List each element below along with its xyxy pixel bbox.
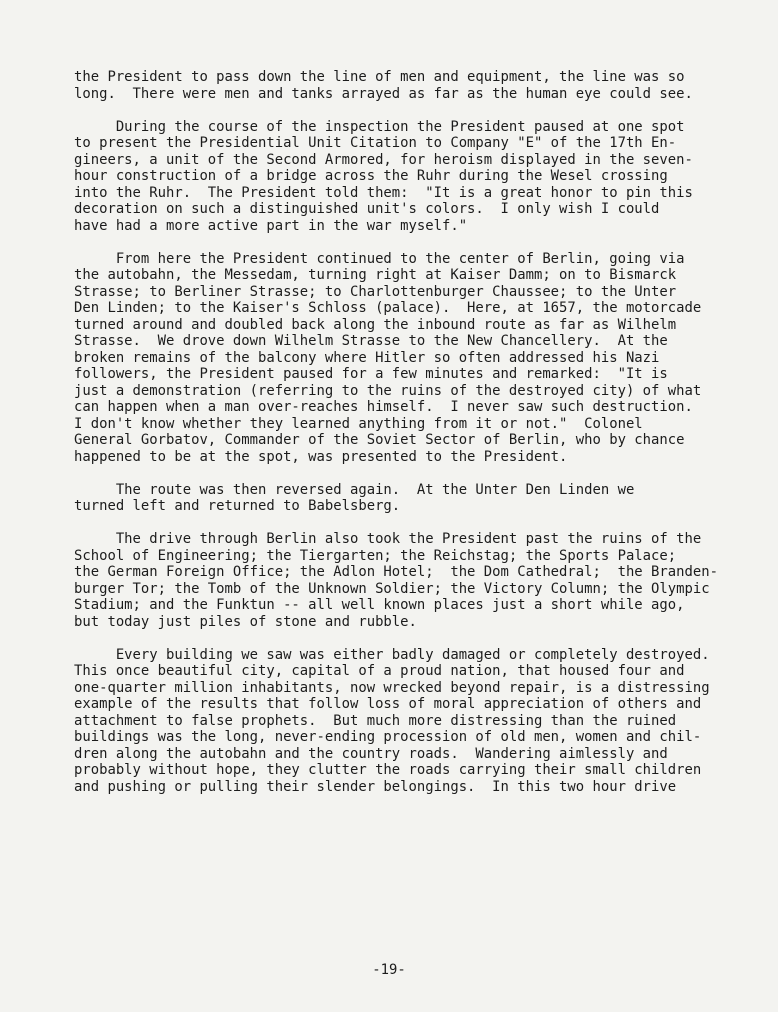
- text-line: attachment to false prophets. But much more distressing than the ruined: [74, 712, 677, 729]
- text-line: one-quarter million inhabitants, now wrecked beyond repair, is a distressing: [74, 679, 710, 696]
- text-line: into the Ruhr. The President told them: "It is a great honor to pin this: [74, 184, 693, 201]
- text-line: just a demonstration (referring to the ruins of the destroyed city) of what: [74, 382, 702, 399]
- text-line: gineers, a unit of the Second Armored, for heroism displayed in the seven-: [74, 151, 693, 168]
- text-line: the autobahn, the Messedam, turning right at Kaiser Damm; on to Bismarck: [74, 267, 677, 283]
- text-line: turned around and doubled back along the inbound route as far as Wilhelm: [74, 316, 677, 333]
- text-line: turned left and returned to Babelsberg.: [74, 498, 401, 514]
- text-line: General Gorbatov, Commander of the Soviet Sector of Berlin, who by chance: [74, 432, 685, 448]
- text-line: From here the President continued to the center of Berlin, going via: [74, 250, 685, 267]
- text-line: example of the results that follow loss of moral appreciation of others and: [74, 696, 702, 712]
- text-line: the President to pass down the line of men and equipment, the line was so: [74, 69, 685, 85]
- paragraph: [74, 119, 734, 235]
- text-line: Strasse; to Berliner Strasse; to Charlottenburger Chaussee; to the Unter: [74, 283, 677, 300]
- text-line: the German Foreign Office; the Adlon Hotel; the Dom Cathedral; the Branden-: [74, 564, 718, 580]
- text-line: probably without hope, they clutter the roads carrying their small children: [74, 762, 702, 778]
- text-line: can happen when a man over-reaches himself. I never saw such destruction.: [74, 399, 693, 415]
- body-text: [74, 69, 734, 795]
- text-line: hour construction of a bridge across the Ruhr during the Wesel crossing: [74, 168, 668, 184]
- paragraph: [74, 647, 734, 796]
- text-line: Den Linden; to the Kaiser's Schloss (palace). Here, at 1657, the motorcade: [74, 300, 702, 316]
- text-line: Stadium; and the Funktun -- all well known places just a short while ago,: [74, 597, 685, 613]
- text-line: have had a more active part in the war myself.": [74, 217, 468, 234]
- text-line: The drive through Berlin also took the President past the ruins of the: [74, 531, 702, 547]
- paragraph: [74, 531, 734, 630]
- text-line: long. There were men and tanks arrayed as far as the human eye could see.: [74, 85, 693, 102]
- text-line: I don't know whether they learned anything from it or not." Colonel: [74, 415, 643, 432]
- text-line: broken remains of the balcony where Hitler so often addressed his Nazi: [74, 349, 660, 366]
- paragraph: [74, 482, 734, 515]
- text-line: followers, the President paused for a few minutes and remarked: "It is: [74, 366, 668, 382]
- text-line: Every building we saw was either badly damaged or completely destroyed.: [74, 646, 710, 663]
- text-line: but today just piles of stone and rubble.: [74, 613, 417, 630]
- text-line: to present the Presidential Unit Citation to Company "E" of the 17th En-: [74, 135, 677, 151]
- paragraph: [74, 251, 734, 466]
- text-line: buildings was the long, never-ending procession of old men, women and chil-: [74, 729, 702, 745]
- text-line: Strasse. We drove down Wilhelm Strasse to the New Chancellery. At the: [74, 333, 668, 349]
- page-number: -19-: [372, 962, 406, 978]
- text-line: This once beautiful city, capital of a proud nation, that housed four and: [74, 663, 685, 679]
- text-line: burger Tor; the Tomb of the Unknown Soldier; the Victory Column; the Olympic: [74, 580, 710, 597]
- text-line: dren along the autobahn and the country roads. Wandering aimlessly and: [74, 745, 668, 762]
- text-line: The route was then reversed again. At the Unter Den Linden we: [74, 481, 635, 498]
- text-line: happened to be at the spot, was presented to the President.: [74, 448, 568, 465]
- text-line: School of Engineering; the Tiergarten; the Reichstag; the Sports Palace;: [74, 547, 677, 564]
- text-line: During the course of the inspection the President paused at one spot: [74, 118, 685, 135]
- text-line: decoration on such a distinguished unit's colors. I only wish I could: [74, 201, 660, 217]
- text-line: and pushing or pulling their slender belongings. In this two hour drive: [74, 778, 677, 795]
- paragraph: [74, 69, 734, 102]
